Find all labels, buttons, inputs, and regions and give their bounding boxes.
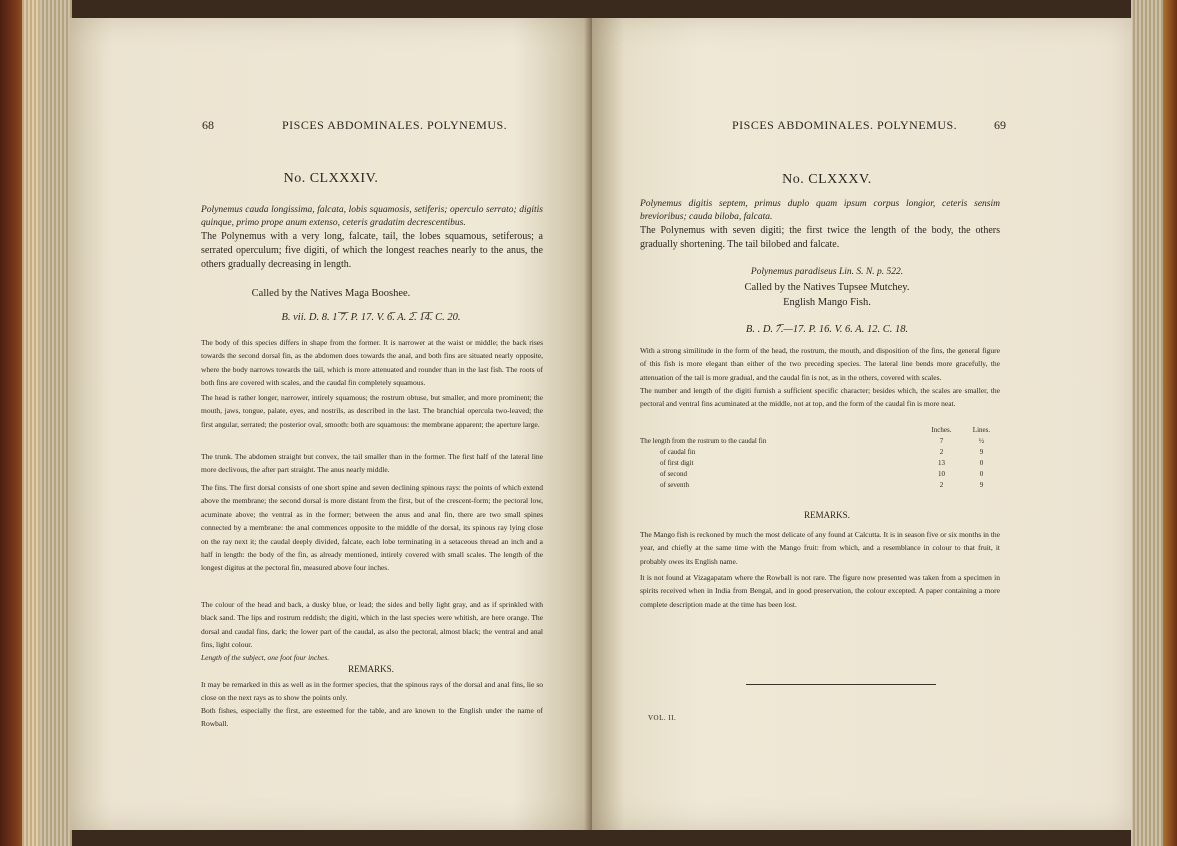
page-number: 69 xyxy=(994,118,1006,132)
remarks-paragraph-1: It may be remarked in this as well as in the former species, that the spinous rays of the dorsal and anal fins, lie so close on the next rays as to show the points only. xyxy=(201,680,543,703)
measure-lines: 9 xyxy=(979,480,984,489)
remarks-paragraph-2: Both fishes, especially the first, are esteemed for the table, and are known to the English under the name of Rowball. xyxy=(201,706,543,729)
latin-description: Polynemus cauda longissima, falcata, lobis squamosis, setiferis; operculo serrato; digitis quinque, primo prope anum extenso, ceteris gradatim decrescentibus. xyxy=(201,205,543,228)
measurements-table xyxy=(640,424,1000,490)
page-edges-left xyxy=(22,0,72,846)
length-note: Length of the subject, one foot four inches. xyxy=(201,653,330,662)
measure-label: of first digit xyxy=(660,458,694,467)
volume-signature: VOL. II. xyxy=(648,714,677,722)
species-heading: No. CLXXXV. xyxy=(782,172,872,187)
measure-inches: 13 xyxy=(937,458,945,467)
measure-label: of second xyxy=(660,469,688,478)
remarks-heading: REMARKS. xyxy=(348,664,394,674)
measure-inches: 7 xyxy=(939,436,944,445)
end-rule xyxy=(746,684,936,685)
paragraph-fins: The fins. The first dorsal consists of one short spine and seven declining spinous rays: the points of which extend above the membrane; the second dorsal is more distant from the first, but of the crescent-form; the pectoral low, acuminate above; the ventral as in the former; between the anus and anal fin, there are two small spines connected by a membrane: the anal commences opposite to the middle of the dorsal, its spinous ray lying close on the ray next it; the caudal deeply divided, falcate, each lobe terminating in a setaceous thread an inch and a half in length: the body of the fin, as already mentioned, intirely covered with small scales. The length of the longest digitus at the pectoral fin, measured above four inches. xyxy=(201,483,543,573)
measure-lines: 9 xyxy=(979,447,984,456)
remarks-heading: REMARKS. xyxy=(804,510,850,520)
remarks-paragraph-1: The Mango fish is reckoned by much the most delicate of any found at Calcutta. It is in season five or six months in the year, and chiefly at the same time with the Mango fruit: from which, and a resemblance in colour to that fruit, it probably owes its English name. xyxy=(640,530,1000,566)
measure-lines: ½ xyxy=(978,436,985,445)
right-page xyxy=(592,18,1132,830)
remarks-paragraph-2: It is not found at Vizagapatam where the Rowball is not rare. The figure now presented was taken from a specimen in spirits received when in India from Bengal, and in good preservation, the colour excepted. A paper containing a more complete description made at the time has been lost. xyxy=(640,573,1000,609)
running-head: PISCES ABDOMINALES. POLYNEMUS. xyxy=(732,118,958,132)
english-name: English Mango Fish. xyxy=(783,297,871,308)
measure-label: of seventh xyxy=(660,480,689,489)
fin-formula: B. vii. D. 8. 1 ̅7̅. P. 17. V. 6̅. A. 2̅. 1̅4̅. C. 20. xyxy=(281,312,461,323)
measure-row xyxy=(640,479,1000,490)
native-name: Called by the Natives Tupsee Mutchey. xyxy=(744,282,910,293)
synonym: Polynemus paradiseus Lin. S. N. p. 522. xyxy=(750,267,904,277)
paragraph-form: With a strong similitude in the form of the head, the rostrum, the mouth, and disposition of the fins, the general figure of this fish is more elegant than either of the two preceding species. The lateral line bends more gracefully, the attenuation of the tail is more gradual, and the caudal fin is not, as in the others, covered with scales. xyxy=(640,346,1000,382)
left-page xyxy=(70,18,592,830)
measure-row xyxy=(640,446,1000,457)
fin-formula: B. . D. 7̅.—17. P. 16. V. 6. A. 12. C. 18. xyxy=(745,324,909,335)
paragraph-trunk: The trunk. The abdomen straight but convex, the tail smaller than in the former. The first half of the lateral line more declivous, the after part straight. The anus nearly middle. xyxy=(201,452,543,475)
paragraph-colour: The colour of the head and back, a dusky blue, or lead; the sides and belly light gray, and as if sprinkled with black sand. The lips and rostrum reddish; the digiti, which in the last species were whitish, are here orange. The dorsal and caudal fins, dark; the lower part of the caudal, as also the pectoral, almost black; the ventral and anal fins, light colour. xyxy=(201,600,543,650)
running-head: PISCES ABDOMINALES. POLYNEMUS. xyxy=(282,118,508,132)
page-number: 68 xyxy=(202,118,214,132)
species-heading: No. CLXXXIV. xyxy=(283,171,379,186)
measure-row xyxy=(640,457,1000,468)
measure-row xyxy=(640,435,1000,446)
measure-inches: 10 xyxy=(937,469,945,478)
measure-inches: 2 xyxy=(939,447,944,456)
description: The Polynemus with seven digiti; the first twice the length of the body, the others gradually shortening. The tail bilobed and falcate. xyxy=(640,225,1000,250)
paragraph-body: The body of this species differs in shape from the former. It is narrower at the waist or middle; the back rises towards the second dorsal fin, as the abdomen does towards the anal, and both fins are situated nearly opposite, where the body narrows towards the tail, which is more attenuated and rounder than in the last fish. The roots of both fins are covered with scales, and the caudal fin completely squamous. xyxy=(201,338,543,388)
native-name: Called by the Natives Maga Booshee. xyxy=(251,288,411,299)
inches-header: Inches. xyxy=(931,425,952,434)
lines-header: Lines. xyxy=(972,425,991,434)
measure-label: of caudal fin xyxy=(660,447,696,456)
paragraph-digiti: The number and length of the digiti furnish a sufficient specific character; besides which, the scales are smaller, the pectoral and ventral fins acuminated at the middle, not at top, and the form of the caudal fin is more neat. xyxy=(640,386,1000,409)
paragraph-head: The head is rather longer, narrower, intirely squamous; the rostrum obtuse, but smaller, and more prominent; the mouth, jaws, tongue, palate, eyes, and nostrils, as described in the last. The branchial opercula two-leaved; the first angular, serrated; the posterior oval, smooth: both are squamous: the membrane apparent; the aperture large. xyxy=(201,393,543,429)
latin-description: Polynemus digitis septem, primus duplo quam ipsum corpus longior, ceteris sensim brevioribus; cauda biloba, falcata. xyxy=(640,199,1000,222)
measure-row xyxy=(640,468,1000,479)
measure-label: The length from the rostrum to the caudal fin xyxy=(640,436,767,445)
measure-lines: 0 xyxy=(979,458,984,467)
book-spine-right xyxy=(1163,0,1177,846)
description: The Polynemus with a very long, falcate, tail, the lobes squamous, setiferous; a serrated operculum; five digiti, of which the longest reaches nearly to the anus, the others gradually decreasing in length. xyxy=(201,231,543,270)
measure-inches: 2 xyxy=(939,480,944,489)
measure-lines: 0 xyxy=(979,469,984,478)
